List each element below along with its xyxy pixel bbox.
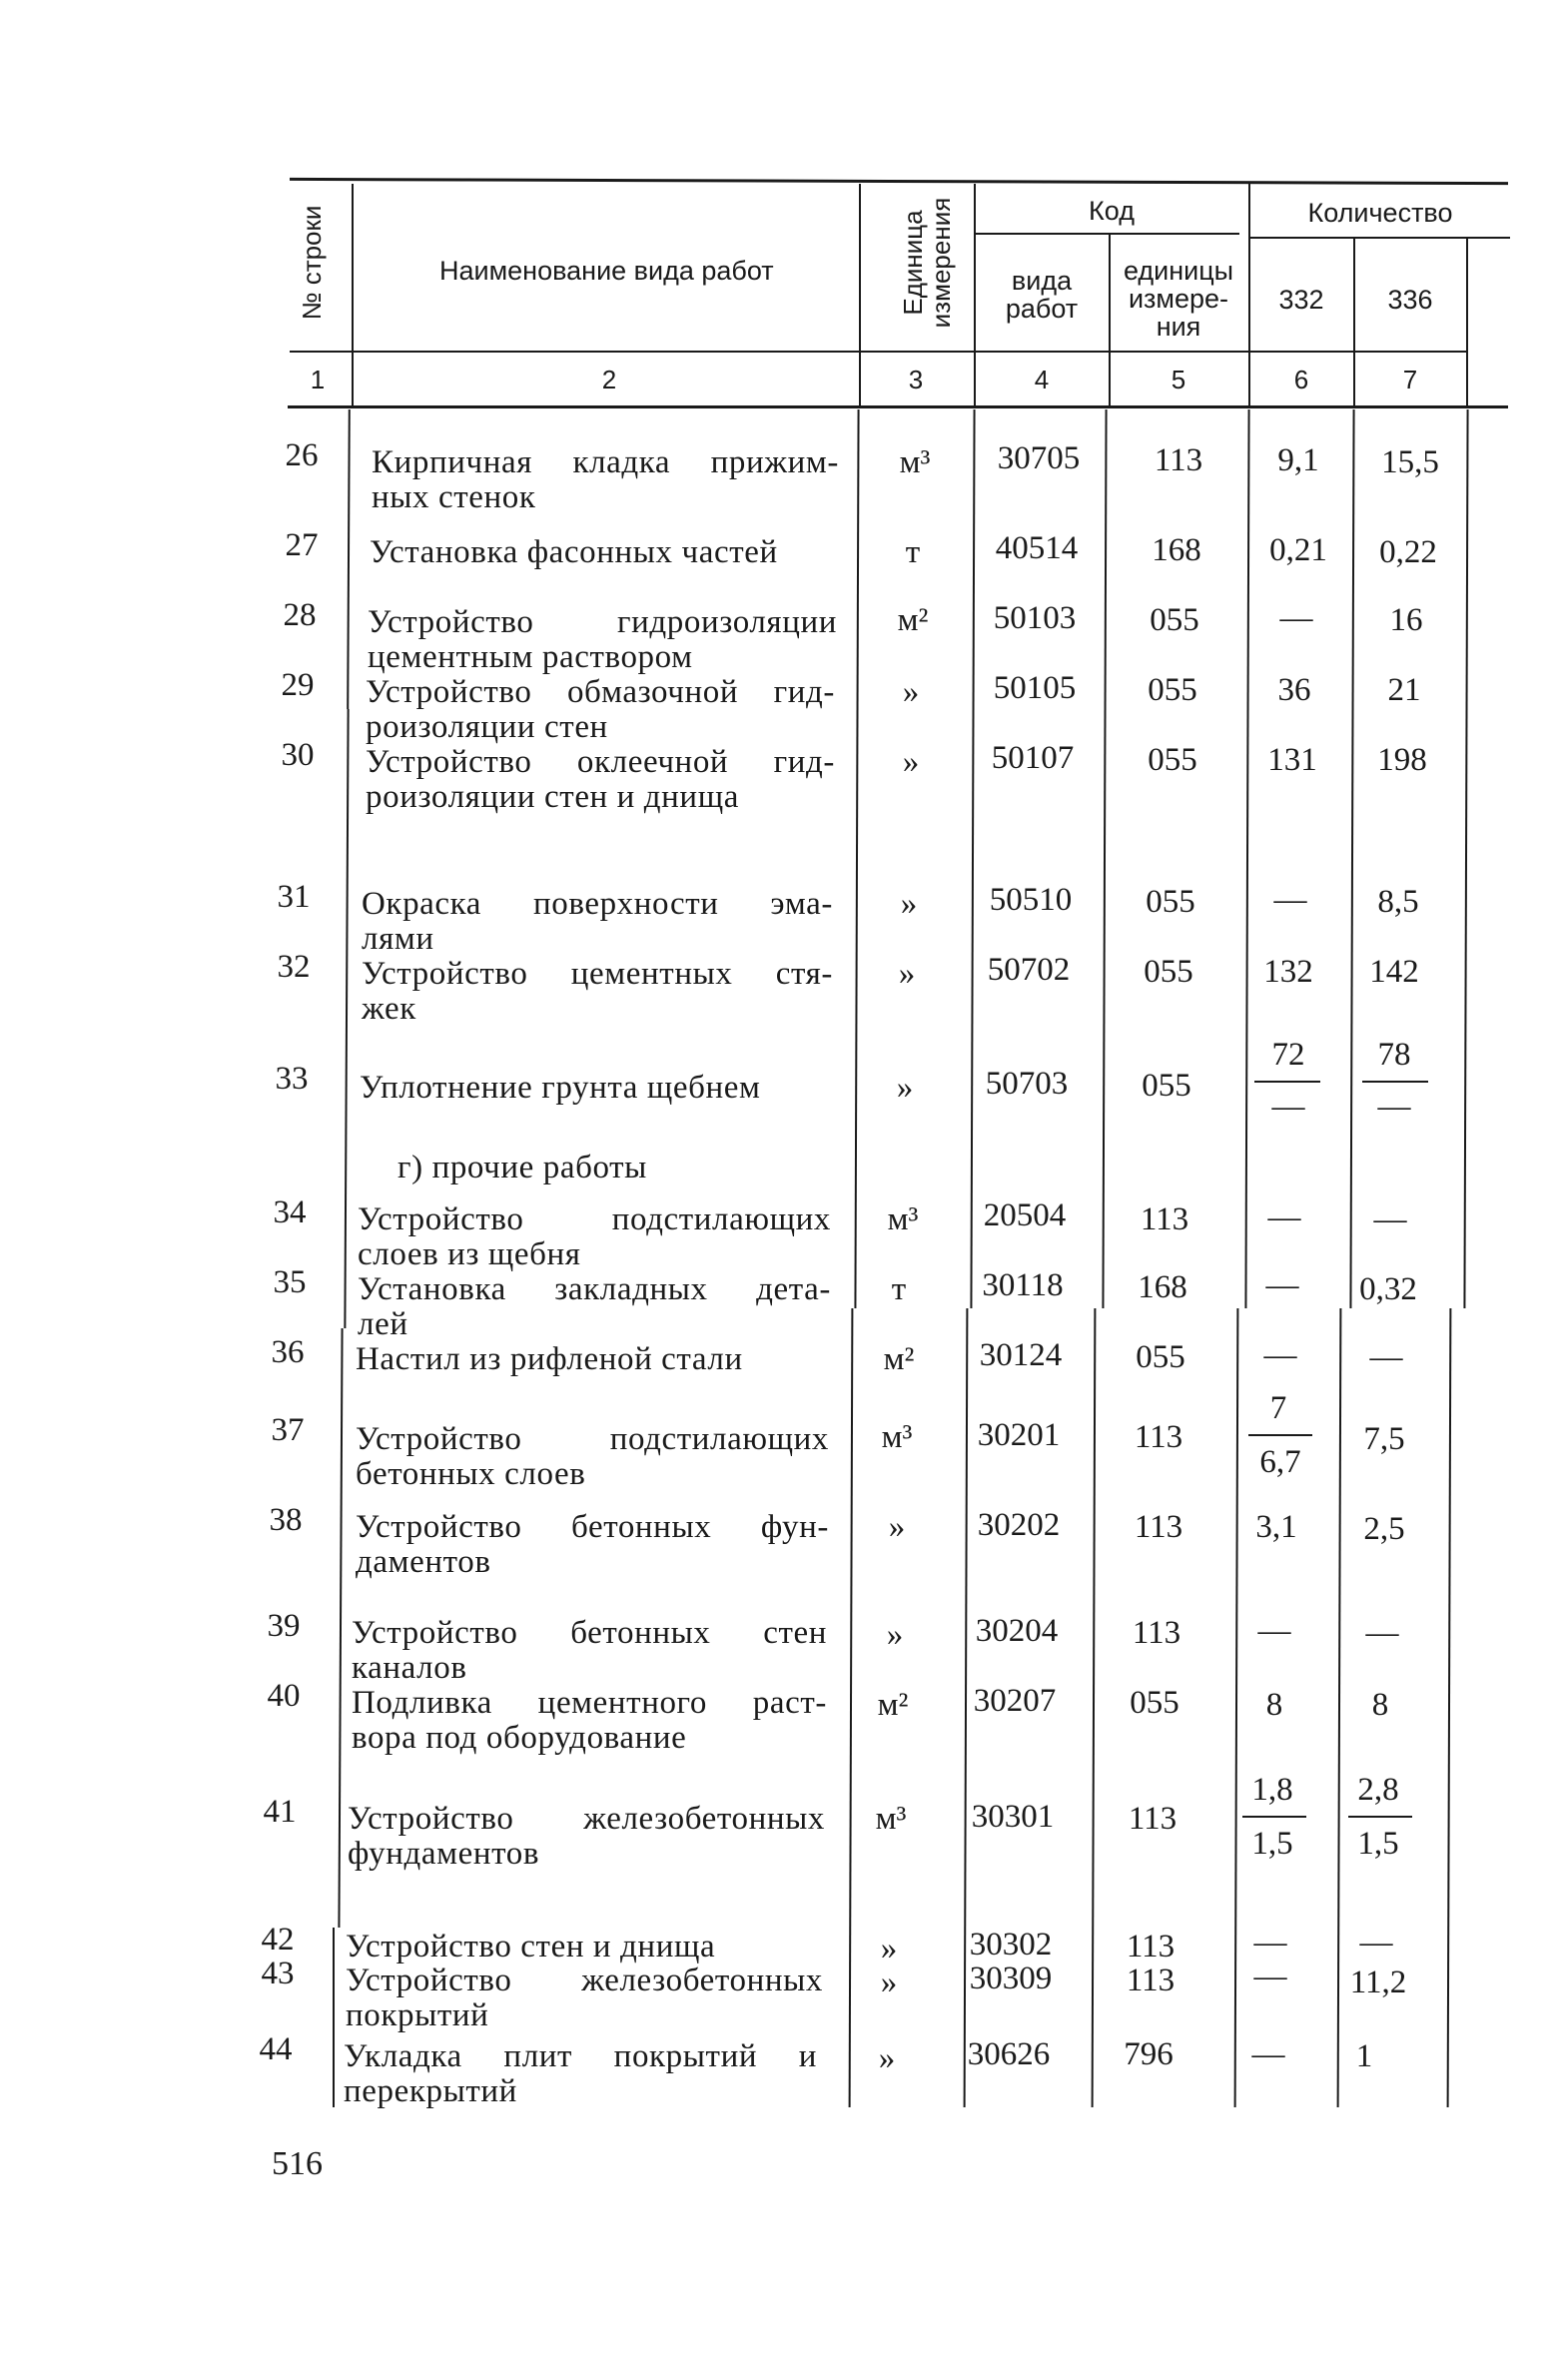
unit-cell: »	[880, 1931, 898, 1966]
quantity-332-cell: —	[1273, 882, 1307, 918]
work-name-line1: Уплотнение грунта щебнем	[360, 1070, 761, 1106]
column-number: 1	[310, 365, 326, 394]
column-number: 5	[1171, 365, 1186, 394]
work-code-cell: 30302	[969, 1927, 1053, 1963]
unit-header-line1: Единица	[898, 210, 928, 316]
quantity-332-denominator: 6,7	[1259, 1444, 1301, 1480]
row-number: 30	[281, 737, 315, 773]
unit-cell: »	[878, 2040, 896, 2076]
unit-code-cell: 055	[1142, 1068, 1191, 1104]
quantity-332-cell: 3,1	[1255, 1509, 1297, 1545]
quantity-336-cell: 8,5	[1377, 884, 1419, 920]
row-number: 32	[277, 949, 311, 985]
table-top-rule	[290, 178, 1508, 185]
body-divider	[1092, 1308, 1097, 2107]
work-name-line2: каналов	[352, 1650, 467, 1686]
quantity-332-cell: 36	[1277, 672, 1311, 708]
unit-code-cell: 113	[1132, 1615, 1181, 1651]
unit-cell: »	[880, 1965, 898, 2000]
code-header: Код	[1089, 196, 1135, 226]
row-number: 38	[269, 1502, 303, 1538]
work-name-line2: даментов	[356, 1544, 491, 1580]
work-name-line2: слоев из щебня	[358, 1236, 581, 1272]
work-name-line1: Устройство бетонных стен	[352, 1615, 827, 1651]
row-number: 39	[267, 1608, 301, 1644]
row-number: 40	[267, 1678, 301, 1714]
unit-cell: м³	[875, 1801, 907, 1837]
row-number: 44	[259, 2031, 293, 2067]
work-name-line1: Устройство бетонных фун-	[356, 1509, 829, 1545]
quantity-336-cell: 1	[1355, 2038, 1373, 2074]
unit-code-cell: 796	[1124, 2036, 1174, 2072]
unit-cell: »	[888, 1509, 906, 1545]
unit-cell: »	[898, 956, 916, 992]
quantity-336-cell: 198	[1377, 742, 1427, 778]
fraction-line	[1254, 1081, 1320, 1083]
quantity-header: Количество	[1307, 198, 1453, 228]
work-name-line2: роизоляции стен и днища	[366, 779, 739, 815]
body-divider	[970, 409, 975, 1308]
work-name-line1: Устройство обмазочной гид-	[366, 674, 835, 710]
work-name-line1: Устройство оклеечной гид-	[366, 744, 835, 780]
quantity-332-header: 332	[1278, 285, 1324, 315]
quantity-336-cell: 21	[1387, 672, 1421, 708]
column-number: 3	[908, 365, 924, 394]
work-code-cell: 30201	[977, 1417, 1061, 1453]
work-name-line1: Устройство подстилающих	[356, 1421, 829, 1457]
quantity-header-rule	[1248, 237, 1510, 239]
quantity-336-cell: 0,22	[1379, 534, 1437, 570]
row-number: 28	[283, 597, 317, 633]
work-code-cell: 50103	[993, 600, 1077, 636]
code-unit-header-line2: измере-	[1128, 284, 1229, 314]
quantity-336-cell: 11,2	[1349, 1965, 1407, 2000]
unit-code-cell: 055	[1150, 602, 1199, 638]
column-number: 7	[1402, 365, 1418, 394]
work-name-line1: Устройство гидроизоляции	[368, 604, 837, 640]
unit-code-cell: 055	[1148, 672, 1197, 708]
body-divider	[347, 409, 351, 709]
work-name-line2: бетонных слоев	[356, 1456, 586, 1492]
work-code-cell: 50105	[993, 670, 1077, 706]
work-name-line1: Устройство железобетонных	[348, 1801, 825, 1837]
work-name-line1: Установка закладных дета-	[358, 1271, 831, 1307]
body-divider	[333, 1928, 335, 2107]
fraction-line	[1242, 1816, 1306, 1818]
work-code-cell: 30124	[979, 1337, 1063, 1373]
unit-code-cell: 168	[1152, 532, 1201, 568]
quantity-332-cell: 8	[1265, 1687, 1283, 1723]
quantity-332-cell: —	[1265, 1267, 1299, 1303]
header-divider	[1466, 238, 1468, 405]
quantity-336-cell: 2,5	[1363, 1511, 1405, 1547]
row-number: 34	[273, 1194, 307, 1230]
work-code-cell: 30309	[969, 1961, 1053, 1996]
unit-code-cell: 113	[1134, 1419, 1183, 1455]
unit-header-line2: измерения	[926, 197, 956, 329]
row-number: 27	[285, 527, 319, 563]
quantity-336-cell: —	[1369, 1339, 1403, 1375]
work-name-line1: Устройство стен и днища	[346, 1929, 716, 1965]
quantity-332-cell: 131	[1267, 742, 1317, 778]
unit-code-cell: 113	[1126, 1929, 1176, 1965]
fraction-line	[1348, 1816, 1412, 1818]
row-number: 37	[271, 1412, 305, 1448]
work-code-cell: 30301	[971, 1799, 1055, 1835]
quantity-332-numerator: 72	[1271, 1037, 1305, 1073]
unit-code-cell: 055	[1144, 954, 1193, 990]
header-divider	[352, 184, 354, 405]
work-code-cell: 50107	[991, 740, 1075, 776]
unit-cell: м²	[883, 1341, 915, 1377]
body-divider	[1337, 1308, 1342, 2107]
work-code-cell: 20504	[983, 1197, 1067, 1233]
work-name-line1: Настил из рифленой стали	[356, 1341, 743, 1377]
unit-cell: м²	[897, 602, 929, 638]
unit-cell: т	[891, 1271, 907, 1307]
row-number: 31	[277, 879, 311, 915]
work-name-line1: Установка фасонных частей	[370, 534, 778, 570]
unit-cell: »	[886, 1617, 904, 1653]
work-name-line2: цементным раствором	[368, 639, 693, 675]
column-number: 2	[601, 365, 617, 394]
unit-code-cell: 055	[1146, 884, 1195, 920]
work-name-line2: вора под оборудование	[352, 1720, 687, 1756]
unit-cell: »	[902, 674, 920, 710]
colnum-bottom-rule	[288, 405, 1508, 408]
row-number: 43	[261, 1956, 295, 1991]
work-code-cell: 30204	[975, 1613, 1059, 1649]
quantity-332-cell: —	[1253, 1925, 1287, 1961]
header-divider	[1109, 234, 1111, 405]
quantity-332-cell: —	[1251, 2036, 1285, 2072]
unit-code-cell: 113	[1126, 1963, 1176, 1998]
quantity-336-numerator: 78	[1377, 1037, 1411, 1073]
unit-code-cell: 113	[1128, 1801, 1177, 1837]
work-name-line1: Укладка плит покрытий и	[344, 2038, 817, 2074]
header-divider	[974, 184, 976, 405]
unit-code-cell: 055	[1148, 742, 1197, 778]
fraction-line	[1248, 1434, 1312, 1436]
code-unit-header-line3: ния	[1156, 312, 1201, 342]
work-name-line1: Подливка цементного раст-	[352, 1685, 827, 1721]
quantity-336-cell: 7,5	[1363, 1421, 1405, 1457]
code-work-header-line2: работ	[1005, 294, 1079, 324]
body-divider	[1102, 409, 1107, 1308]
work-code-cell: 30207	[973, 1683, 1057, 1719]
column-number: 4	[1034, 365, 1050, 394]
unit-cell: м²	[877, 1687, 909, 1723]
body-divider	[964, 1308, 969, 2107]
unit-code-cell: 113	[1154, 442, 1203, 478]
work-name-line2: фундаментов	[348, 1836, 540, 1872]
work-name-line1: Окраска поверхности эма-	[362, 886, 833, 922]
header-bottom-rule	[290, 351, 1468, 353]
quantity-332-cell: —	[1279, 600, 1313, 636]
unit-code-cell: 113	[1140, 1201, 1189, 1237]
work-code-cell: 50703	[985, 1066, 1069, 1102]
row-number: 29	[281, 667, 315, 703]
work-name-line2: лями	[362, 921, 434, 957]
unit-cell: м³	[899, 444, 931, 480]
quantity-332-denominator: —	[1271, 1089, 1305, 1125]
row-number: 36	[271, 1334, 305, 1370]
quantity-336-cell: —	[1359, 1925, 1393, 1961]
column-number: 6	[1293, 365, 1309, 394]
row-number: 41	[263, 1794, 297, 1830]
work-code-cell: 50702	[987, 952, 1071, 988]
quantity-332-cell: 9,1	[1277, 442, 1319, 478]
work-name-line2: покрытий	[346, 1997, 489, 2033]
unit-code-cell: 168	[1138, 1269, 1187, 1305]
work-code-cell: 40514	[995, 530, 1079, 566]
body-divider	[849, 1308, 854, 2107]
body-divider	[1244, 409, 1249, 1308]
quantity-336-cell: —	[1373, 1201, 1407, 1237]
work-name-line1: Кирпичная кладка прижим-	[372, 444, 839, 480]
quantity-336-numerator: 2,8	[1357, 1772, 1399, 1808]
work-name-line2: лей	[358, 1306, 408, 1342]
work-name-line2: перекрытий	[344, 2073, 517, 2109]
row-number-header: № строки	[297, 205, 327, 321]
code-work-header-line1: вида	[1011, 266, 1073, 296]
body-divider	[1463, 409, 1468, 1308]
row-number: 33	[275, 1061, 309, 1097]
unit-cell: »	[900, 886, 918, 922]
body-divider	[338, 1328, 343, 1928]
header-divider	[1353, 238, 1355, 405]
header-divider	[859, 184, 861, 405]
row-number: 35	[273, 1264, 307, 1300]
quantity-336-cell: 16	[1389, 602, 1423, 638]
row-number: 42	[261, 1922, 295, 1958]
quantity-336-cell: 8	[1371, 1687, 1389, 1723]
quantity-332-cell: —	[1263, 1337, 1297, 1373]
work-name-line2: жек	[362, 991, 416, 1027]
code-header-rule	[974, 233, 1239, 235]
work-name-line2: роизоляции стен	[366, 709, 608, 745]
body-divider	[854, 409, 859, 1308]
page-number: 516	[272, 2145, 323, 2182]
unit-code-cell: 055	[1136, 1339, 1185, 1375]
quantity-332-cell: 132	[1263, 954, 1313, 990]
quantity-332-denominator: 1,5	[1251, 1826, 1293, 1862]
quantity-332-cell: 0,21	[1269, 532, 1327, 568]
unit-code-cell: 055	[1130, 1685, 1179, 1721]
fraction-line	[1362, 1081, 1428, 1083]
body-divider	[1447, 1308, 1452, 2107]
row-number: 26	[285, 437, 319, 473]
unit-cell: »	[896, 1070, 914, 1106]
body-divider	[344, 709, 349, 1328]
quantity-336-cell: 0,32	[1359, 1271, 1417, 1307]
quantity-332-cell: —	[1267, 1199, 1301, 1235]
quantity-336-cell: 142	[1369, 954, 1419, 990]
work-name-line2: ных стенок	[372, 479, 536, 515]
work-code-cell: 30705	[997, 440, 1081, 476]
quantity-336-header: 336	[1387, 285, 1433, 315]
unit-cell: м³	[887, 1201, 919, 1237]
quantity-336-denominator: —	[1377, 1089, 1411, 1125]
quantity-336-cell: —	[1365, 1615, 1399, 1651]
work-name-header: Наименование вида работ	[439, 256, 774, 286]
body-divider	[1234, 1308, 1239, 2107]
unit-cell: м³	[881, 1419, 913, 1455]
unit-cell: т	[905, 534, 921, 570]
code-unit-header-line1: единицы	[1123, 256, 1234, 286]
body-divider	[1349, 409, 1354, 1308]
quantity-336-denominator: 1,5	[1357, 1826, 1399, 1862]
quantity-332-cell: —	[1257, 1613, 1291, 1649]
unit-code-cell: 113	[1134, 1509, 1183, 1545]
work-code-cell: 30626	[967, 2036, 1051, 2072]
section-heading: г) прочие работы	[397, 1150, 647, 1185]
quantity-332-numerator: 1,8	[1251, 1772, 1293, 1808]
work-name-line1: Устройство железобетонных	[346, 1963, 823, 1998]
quantity-336-cell: 15,5	[1381, 444, 1439, 480]
quantity-332-numerator: 7	[1269, 1390, 1287, 1426]
unit-cell: »	[902, 744, 920, 780]
header-divider	[1248, 184, 1250, 405]
work-name-line1: Устройство цементных стя-	[362, 956, 833, 992]
work-code-cell: 50510	[989, 882, 1073, 918]
quantity-332-cell: —	[1253, 1959, 1287, 1994]
work-code-cell: 30202	[977, 1507, 1061, 1543]
work-code-cell: 30118	[982, 1267, 1064, 1303]
work-name-line1: Устройство подстилающих	[358, 1201, 831, 1237]
